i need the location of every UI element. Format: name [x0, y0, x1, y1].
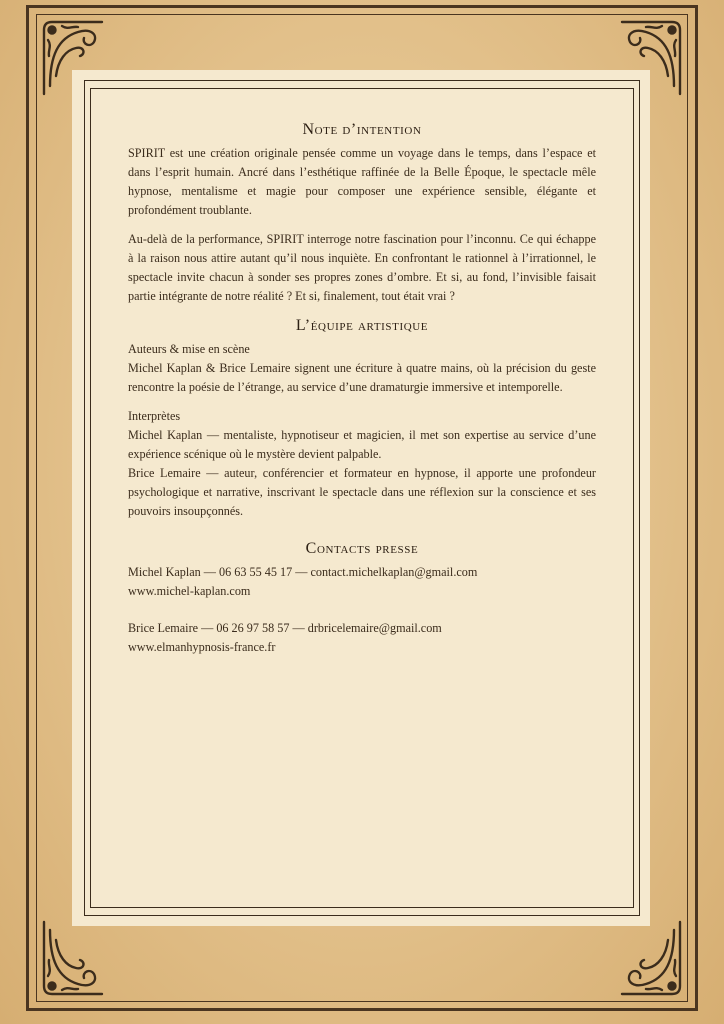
note-paragraph-1: SPIRIT est une création originale pensée comme un voyage dans le temps, dans l’espace et dans l’esprit humain. Ancré dans l’esthétique raffinée de la Belle Époque, le spectacle mêle hypnose, mentalisme et magie pour composer une expérience sensible, élégante et profondément troublante.: [128, 146, 596, 217]
section-team: [128, 316, 596, 521]
section-press: [128, 539, 596, 657]
performer-1-text: Michel Kaplan — mentaliste, hypnotiseur et magicien, il met son expertise au service d’une expérience scénique où le mystère devient palpable.: [128, 428, 596, 461]
authors-text: Michel Kaplan & Brice Lemaire signent une écriture à quatre mains, où la précision du geste rencontre la poésie de l’étrange, au service d’une dramaturgie immersive et intemporelle.: [128, 361, 596, 394]
contact-2-site[interactable]: www.elmanhypnosis-france.fr: [128, 640, 276, 654]
contact-1-line: Michel Kaplan — 06 63 55 45 17 — contact.michelkaplan@gmail.com: [128, 565, 478, 579]
performers-heading: Interprètes: [128, 409, 181, 423]
note-title: Note d’intention: [302, 121, 422, 138]
corner-ornament-icon: [620, 920, 686, 1000]
team-title: L’équipe artistique: [295, 317, 429, 334]
authors-block: [128, 340, 596, 397]
press-title: Contacts presse: [305, 540, 419, 557]
contact-1-site[interactable]: www.michel-kaplan.com: [128, 584, 251, 598]
note-paragraph-2: Au-delà de la performance, SPIRIT interroge notre fascination pour l’inconnu. Ce qui échappe à la raison nous attire autant qu’il nous inquiète. En confrontant le rationnel à l’irrationnel, le spectacle invite chacun à sonder ses propres zones d’ombre. Et si, au fond, l’invisible faisait partie intégrante de notre réalité ? Et si, finalement, tout était vrai ?: [128, 232, 596, 303]
contact-2-line: Brice Lemaire — 06 26 97 58 57 — drbricelemaire@gmail.com: [128, 621, 442, 635]
authors-heading: Auteurs & mise en scène: [128, 342, 250, 356]
section-note: [128, 120, 596, 306]
performer-2-text: Brice Lemaire — auteur, conférencier et formateur en hypnose, il apporte une profondeur psychologique et narrative, inscrivant le spectacle dans une réflexion sur la conscience et ses pouvoirs insoupçonnés.: [128, 466, 596, 518]
document-content: [128, 120, 596, 657]
performers-block: [128, 407, 596, 521]
corner-ornament-icon: [38, 920, 104, 1000]
